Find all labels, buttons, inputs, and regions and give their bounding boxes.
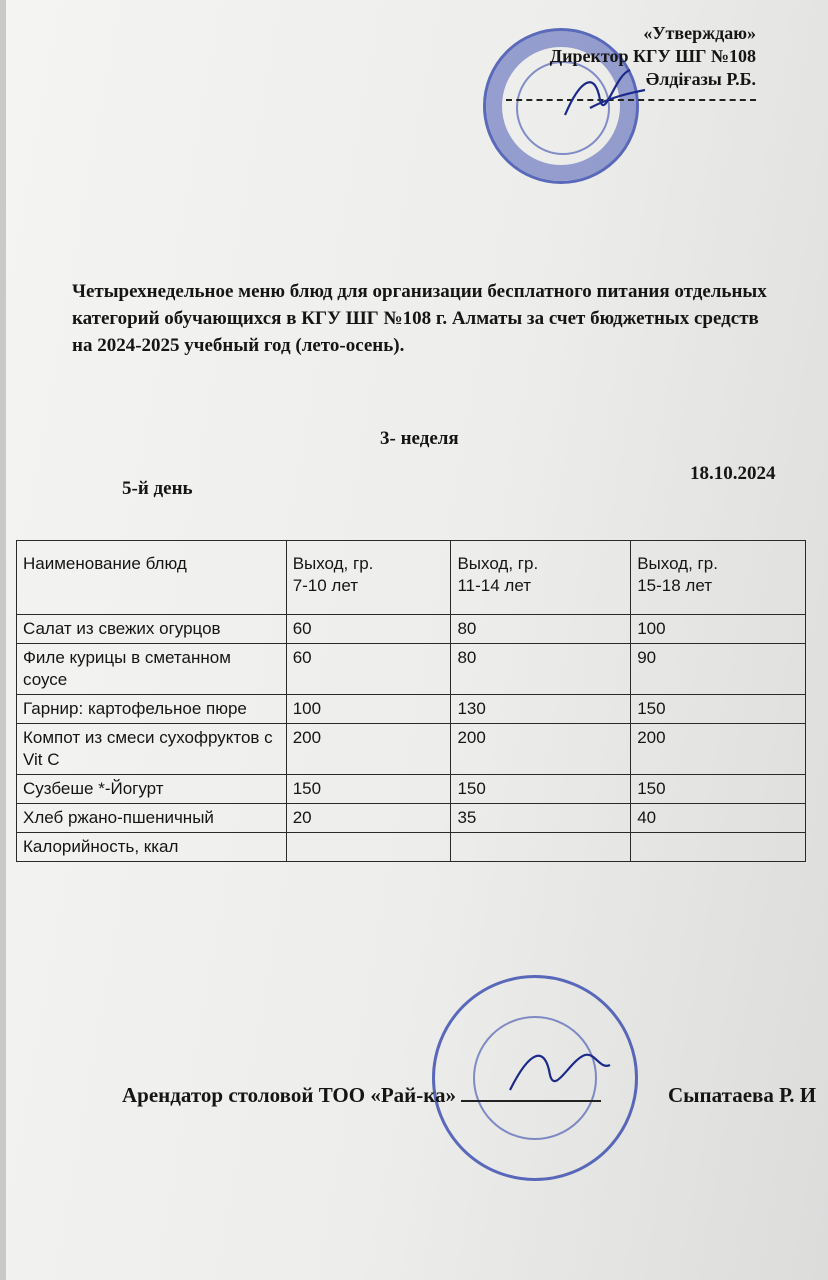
calories-15-18: [631, 833, 806, 862]
header-portion-15-18-line1: Выход, гр.: [637, 554, 718, 573]
portion-11-14: 200: [451, 724, 631, 775]
header-portion-7-10: [286, 541, 451, 615]
director-signature: [560, 60, 650, 130]
dish-name: Гарнир: картофельное пюре: [17, 695, 287, 724]
portion-15-18: 100: [631, 615, 806, 644]
portion-11-14: 150: [451, 775, 631, 804]
approval-line-1: «Утверждаю»: [643, 23, 756, 43]
approval-line-2: Директор КГУ ШГ №108: [549, 46, 756, 66]
table-row: [17, 695, 806, 724]
header-portion-15-18-line2: 15-18 лет: [637, 576, 713, 595]
header-portion-11-14-line1: Выход, гр.: [457, 554, 539, 573]
table-row: [17, 644, 806, 695]
tenant-line: [122, 1083, 601, 1108]
dish-name: Филе курицы в сметанном соусе: [17, 644, 287, 695]
date-label: 18.10.2024: [690, 463, 776, 484]
table-row: [17, 804, 806, 833]
dish-name: Сузбеше *-Йогурт: [17, 775, 287, 804]
portion-15-18: 90: [631, 644, 806, 695]
portion-7-10: 60: [286, 644, 451, 695]
day-label: 5-й день: [122, 478, 193, 499]
header-portion-15-18: [631, 541, 806, 615]
document-title: Четырехнедельное меню блюд для организации бесплатного питания отдельных категорий обучающихся в КГУ ШГ №108 г. Алматы за счет бюджетных средств на 2024-2025 учебный год (лето-осень).: [72, 281, 767, 356]
portion-7-10: 100: [286, 695, 451, 724]
portion-7-10: 150: [286, 775, 451, 804]
portion-11-14: 80: [451, 615, 631, 644]
header-portion-7-10-line1: Выход, гр.: [292, 554, 374, 573]
portion-11-14: 130: [451, 695, 631, 724]
tenant-label: Арендатор столовой ТОО «Рай-ка»: [122, 1083, 457, 1107]
dish-name: Салат из свежих огурцов: [17, 615, 287, 644]
menu-table: [16, 540, 806, 862]
calories-11-14: [451, 833, 631, 862]
header-portion-11-14: [451, 541, 631, 615]
portion-15-18: 150: [631, 775, 806, 804]
table-row: [17, 724, 806, 775]
portion-7-10: 200: [286, 724, 451, 775]
week-label: 3- неделя: [380, 428, 459, 449]
dish-name: Компот из смеси сухофруктов с Vit C: [17, 724, 287, 775]
table-row: [17, 833, 806, 862]
table-row: [17, 775, 806, 804]
header-dish-name-text: Наименование блюд: [23, 554, 187, 573]
portion-15-18: 40: [631, 804, 806, 833]
dish-name: Хлеб ржано-пшеничный: [17, 804, 287, 833]
portion-7-10: 20: [286, 804, 451, 833]
header-portion-11-14-line2: 11-14 лет: [457, 576, 532, 595]
tenant-signature-line: [461, 1094, 601, 1102]
tenant-name: Сыпатаева Р. И: [668, 1083, 817, 1107]
portion-15-18: 150: [631, 695, 806, 724]
header-dish-name: [17, 541, 287, 615]
calories-label: Калорийность, ккал: [17, 833, 287, 862]
page-edge: [0, 0, 6, 1280]
approval-line-3: Әлдіғазы Р.Б.: [645, 69, 756, 89]
portion-15-18: 200: [631, 724, 806, 775]
portion-11-14: 80: [451, 644, 631, 695]
table-row: [17, 615, 806, 644]
calories-7-10: [286, 833, 451, 862]
header-portion-7-10-line2: 7-10 лет: [292, 576, 359, 595]
portion-7-10: 60: [286, 615, 451, 644]
portion-11-14: 35: [451, 804, 631, 833]
table-header-row: [17, 541, 806, 615]
